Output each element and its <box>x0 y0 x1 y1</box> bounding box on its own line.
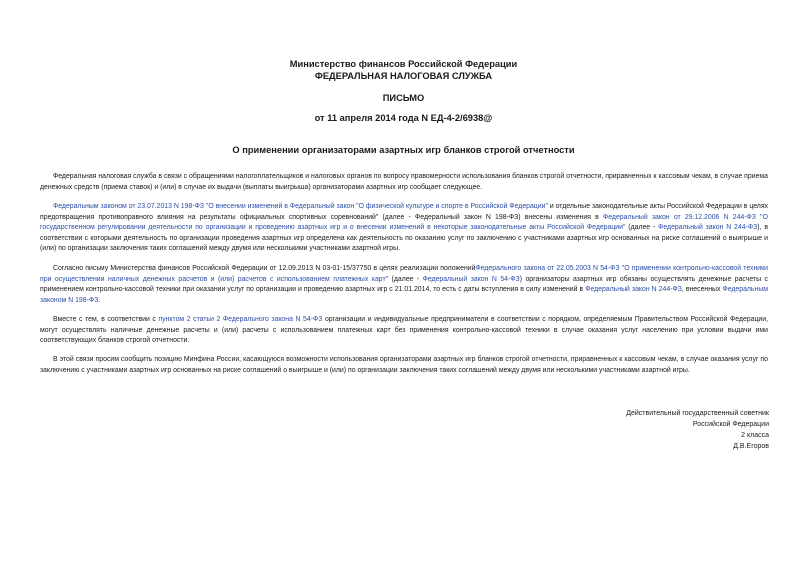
paragraph-4 <box>40 315 768 347</box>
ministry-name: Министерство финансов Российской Федерации <box>289 59 518 69</box>
law-link-198fz-full[interactable]: Федеральным законом от 23.07.2013 N 198-ФЗ "О внесении изменений в Федеральный закон "О физической культуре и спорте в Российской Федерации" <box>53 203 548 210</box>
signature-title: Российской Федерации <box>692 421 769 428</box>
paragraph-text: . <box>98 296 101 304</box>
paragraph-text: , внесенных <box>681 286 721 293</box>
law-link-54fz[interactable]: Федеральный закон N 54-ФЗ <box>422 275 520 283</box>
paragraph-text: Федеральная налоговая служба в связи с обращениями налогоплательщиков и налоговых органов по вопросу правомерности использования бланков строгой отчетности, приравненных к кассовым чекам, в случае приема денежных средств (приема ставок) и (или) в случае их выдачи (выплаты выигрыша) организаторами азартных игр сообщает следующее. <box>40 173 768 191</box>
paragraph-text: (далее - <box>391 275 420 283</box>
signature-block <box>626 408 769 452</box>
paragraph-5 <box>40 355 768 376</box>
law-link-244fz-full[interactable]: Федеральный закон от 29.12.2006 N 244-ФЗ "О государственном регулировании деятельности по организации и проведению азартных игр и о внесении изменений в некоторые законодательные акты Российской Федерации" <box>40 213 768 231</box>
law-link-198fz[interactable]: Федеральным законом N 198-ФЗ <box>40 286 769 304</box>
paragraph-text: Вместе с тем, в соответствии с <box>53 316 156 323</box>
paragraph-text: Согласно письму Министерства финансов Российской Федерации от 12.09.2013 N 03-01-15/37750 в целях реализации положений <box>53 265 476 272</box>
signature-title: Действительный государственный советник <box>626 410 769 417</box>
law-link-244fz[interactable]: Федеральный закон N 244-ФЗ <box>658 224 758 231</box>
paragraph-2 <box>40 202 768 255</box>
document-date-number: от 11 апреля 2014 года N ЕД-4-2/6938@ <box>314 113 493 123</box>
paragraph-1 <box>40 172 768 193</box>
paragraph-text: ) организаторы азартных игр обязаны осуществлять денежные расчеты с применением контрольно-кассовой техники при оказании услуг по организации и проведению азартных игр с 21.01.2014, то есть с даты вступления в силу изменений в <box>40 275 768 293</box>
signatory-name: Д.В.Егоров <box>733 443 769 450</box>
signature-class: 2 класса <box>741 432 769 439</box>
service-name: ФЕДЕРАЛЬНАЯ НАЛОГОВАЯ СЛУЖБА <box>314 71 493 81</box>
law-link-54fz-full[interactable]: Федерального закона от 22.05.2003 N 54-ФЗ "О применении контрольно-кассовой техники при осуществлении наличных денежных расчетов и (или) расчетов с использованием платежных карт" <box>40 265 769 283</box>
paragraph-text: В этой связи просим сообщить позицию Минфина России, касающуюся возможности использования организаторами азартных игр бланков строгой отчетности, приравненных к кассовым чекам, в случае оказания услуг по заключению с участниками азартных игр основанных на риске соглашений о выигрыше и (или) по организации заключения таких соглашений между двумя или несколькими участниками азартной игры. <box>40 356 768 374</box>
paragraph-text: организации и индивидуальные предприниматели в соответствии с порядком, определяемым Правительством Российской Федерации, могут осуществлять наличные денежные расчеты и (или) расчеты с использованием платежных карт без применения контрольно-кассовой техники в случае оказания услуг населению при условии выдачи ими соответствующих бланков строгой отчетности. <box>40 316 769 344</box>
document-subject: О применении организаторами азартных игр бланков строгой отчетности <box>232 145 575 155</box>
paragraph-3 <box>40 264 768 306</box>
law-link-244fz[interactable]: Федеральный закон N 244-ФЗ <box>585 286 682 293</box>
paragraph-text: (далее - <box>628 224 656 231</box>
document-type: ПИСЬМО <box>382 93 425 103</box>
paragraph-text: ), в соответствии с которыми деятельность по организации проведения азартных игр определена как деятельность по оказанию услуг по заключению с участниками азартных игр основанных на риске соглашений о выигрыше и (или) по организации заключения таких соглашений между двумя или несколькими участниками азартной игры. <box>40 224 768 252</box>
paragraph-text: и отдельные законодательные акты Российской Федерации в целях предотвращения противоправного влияния на результаты официальных спортивных соревнований" (далее - Федеральный закон N 198-ФЗ) внесены изменения в <box>40 203 768 221</box>
law-link-54fz-article[interactable]: пунктом 2 статьи 2 Федерального закона N 54-ФЗ <box>158 316 323 323</box>
